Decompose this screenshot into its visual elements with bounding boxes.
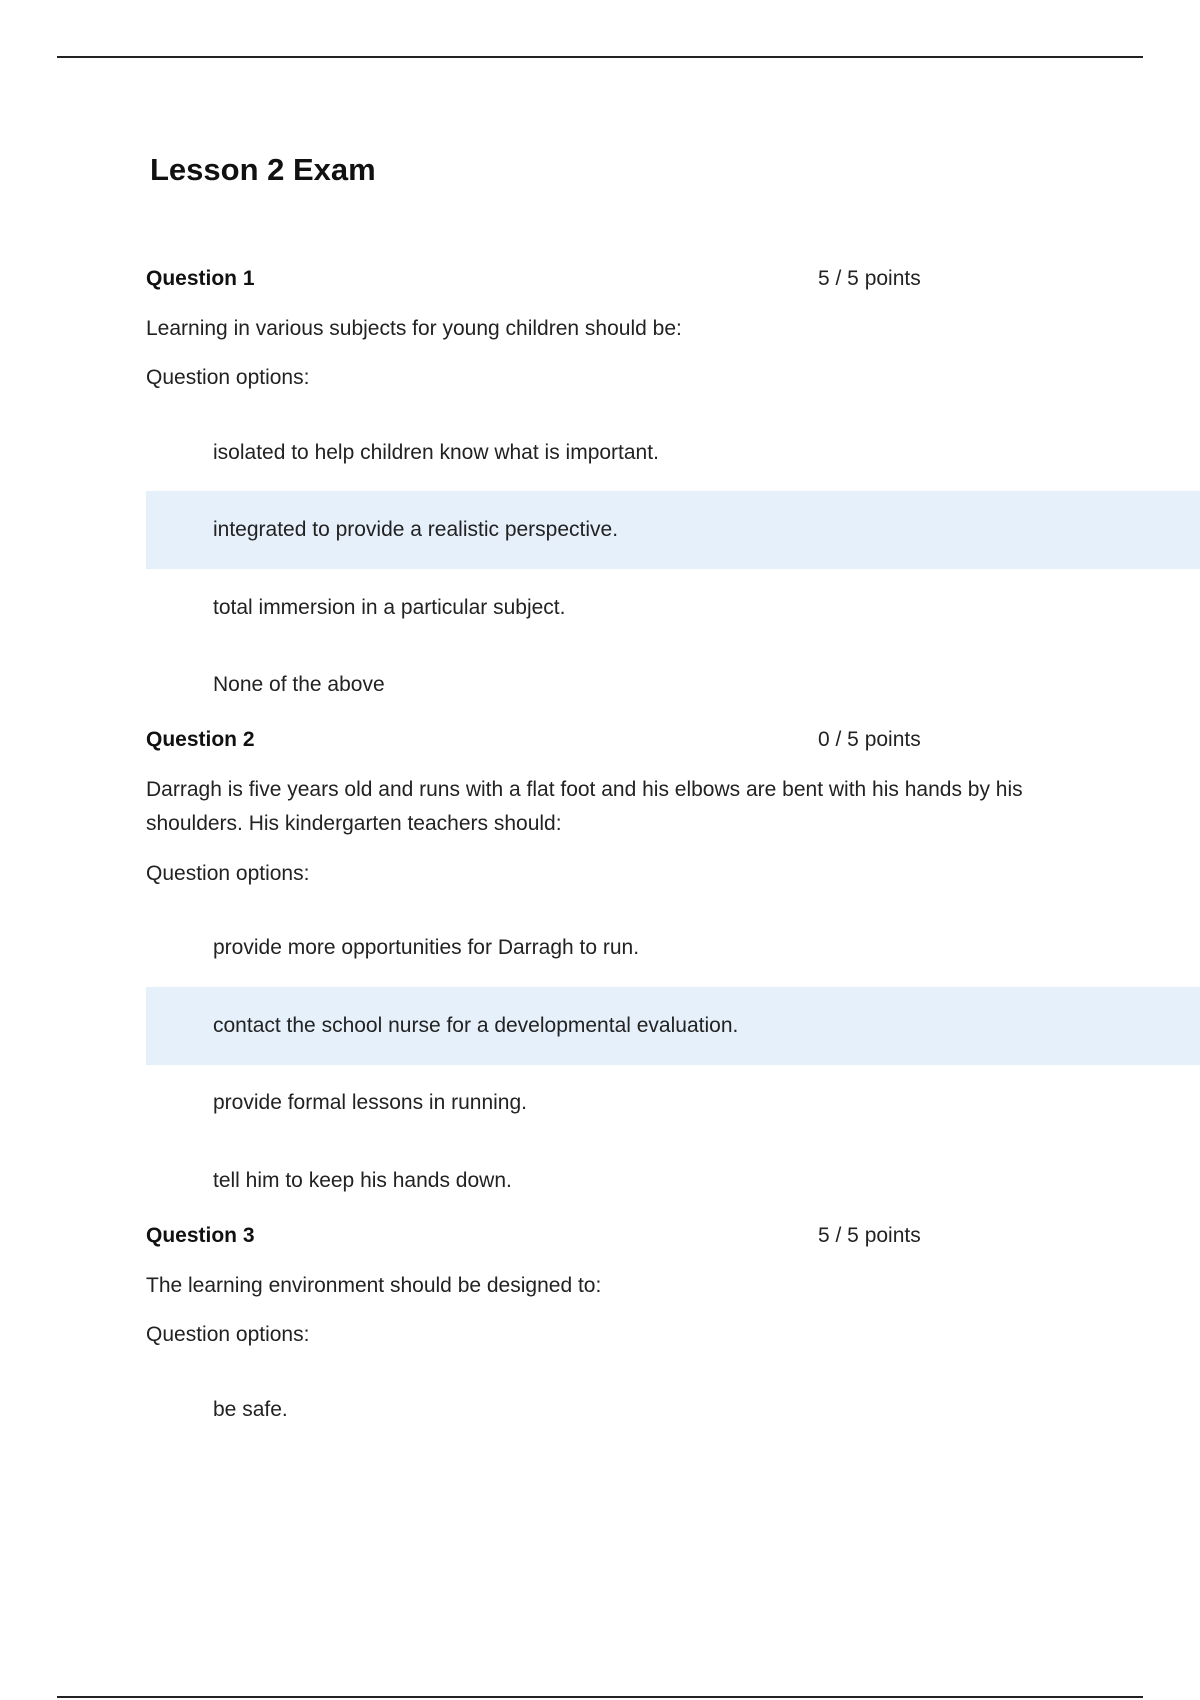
question-2-points: 0 / 5 points <box>818 728 921 751</box>
question-1-text: Learning in various subjects for young children should be: <box>146 317 682 340</box>
question-1-option-4[interactable] <box>146 646 1200 724</box>
question-1-option-1[interactable] <box>146 414 1200 492</box>
bottom-rule <box>57 1696 1143 1698</box>
option-label: None of the above <box>213 673 385 696</box>
page-title: Lesson 2 Exam <box>150 152 376 187</box>
option-label: total immersion in a particular subject. <box>213 596 566 619</box>
question-1-option-3[interactable] <box>146 569 1200 647</box>
question-3-title: Question 3 <box>146 1224 255 1247</box>
question-3-points: 5 / 5 points <box>818 1224 921 1247</box>
question-1-points: 5 / 5 points <box>818 267 921 290</box>
option-label: integrated to provide a realistic perspective. <box>213 518 619 541</box>
question-2-options-label: Question options: <box>146 862 310 885</box>
question-2-text: Darragh is five years old and runs with a flat foot and his elbows are bent with his hands by his shoulders. His kindergarten teachers should: <box>146 778 1023 835</box>
option-label: provide more opportunities for Darragh to run. <box>213 936 640 959</box>
option-label: isolated to help children know what is important. <box>213 441 659 464</box>
question-2-title: Question 2 <box>146 728 255 751</box>
question-2-option-1[interactable] <box>146 909 1200 987</box>
option-label: provide formal lessons in running. <box>213 1091 527 1114</box>
option-label: tell him to keep his hands down. <box>213 1169 512 1192</box>
top-rule <box>57 56 1143 58</box>
question-3-option-1[interactable] <box>146 1371 1200 1449</box>
question-1-options-label: Question options: <box>146 366 310 389</box>
question-1-title: Question 1 <box>146 267 255 290</box>
question-2-option-4[interactable] <box>146 1142 1200 1220</box>
question-2-option-3[interactable] <box>146 1064 1200 1142</box>
question-1-option-2[interactable] <box>146 491 1200 569</box>
option-label: contact the school nurse for a developmental evaluation. <box>213 1014 739 1037</box>
question-3-options-label: Question options: <box>146 1323 310 1346</box>
option-label: be safe. <box>213 1398 288 1421</box>
question-2-option-2[interactable] <box>146 987 1200 1065</box>
question-3-text: The learning environment should be designed to: <box>146 1274 602 1297</box>
